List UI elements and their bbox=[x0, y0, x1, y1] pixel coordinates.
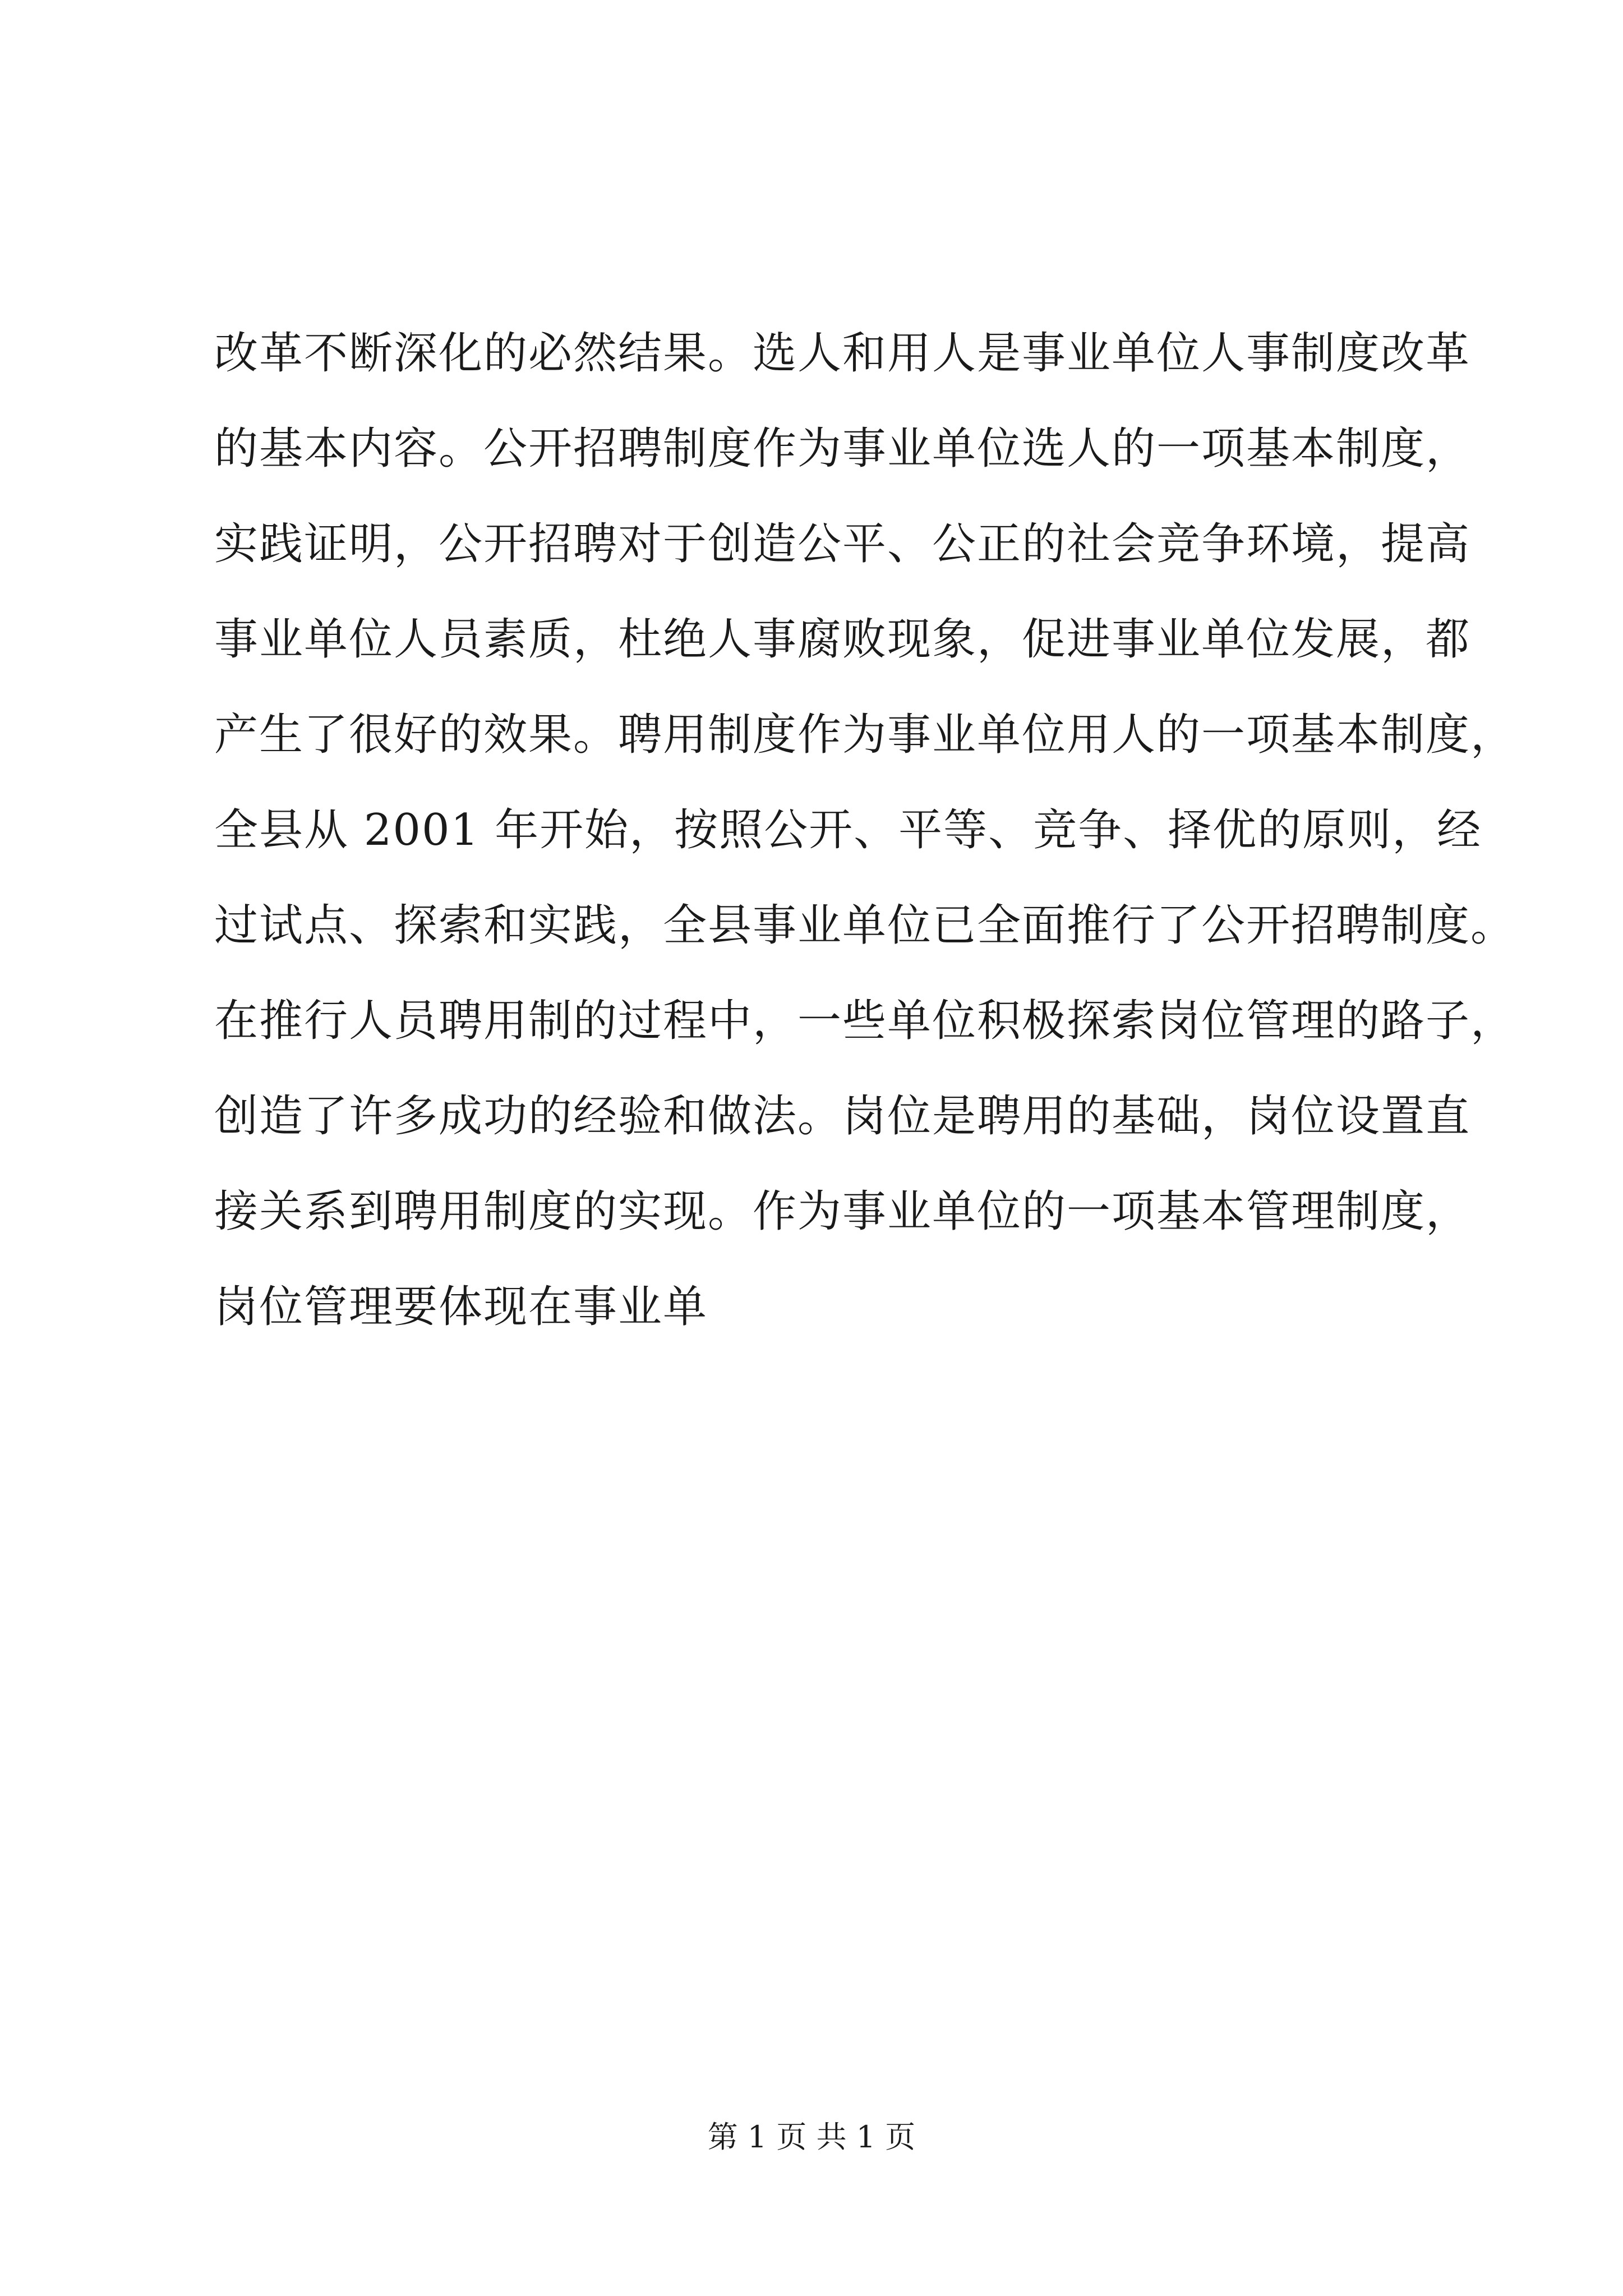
text-line: 的基本内容。公开招聘制度作为事业单位选人的一项基本制度， bbox=[214, 424, 1471, 474]
text-line: 事业单位人员素质，杜绝人事腐败现象，促进事业单位发展，都 bbox=[214, 614, 1471, 665]
text-line: 改革不断深化的必然结果。选人和用人是事业单位人事制度改革 bbox=[214, 328, 1471, 379]
text-line: 在推行人员聘用制的过程中，一些单位积极探索岗位管理的路子， bbox=[214, 996, 1516, 1046]
page-footer: 第 1 页 共 1 页 bbox=[707, 2119, 916, 2155]
text-line: 接关系到聘用制度的实现。作为事业单位的一项基本管理制度， bbox=[214, 1186, 1471, 1237]
body-text bbox=[214, 306, 1516, 1355]
text-line: 产生了很好的效果。聘用制度作为事业单位用人的一项基本制度， bbox=[214, 710, 1516, 760]
text-line: 岗位管理要体现在事业单 bbox=[214, 1282, 708, 1332]
text-line: 实践证明，公开招聘对于创造公平、公正的社会竞争环境，提高 bbox=[214, 519, 1471, 569]
text-line: 过试点、探索和实践，全县事业单位已全面推行了公开招聘制度。 bbox=[214, 900, 1516, 951]
text-line: 创造了许多成功的经验和做法。岗位是聘用的基础，岗位设置直 bbox=[214, 1091, 1471, 1142]
text-line: 全县从 2001 年开始，按照公开、平等、竞争、择优的原则，经 bbox=[214, 805, 1482, 855]
